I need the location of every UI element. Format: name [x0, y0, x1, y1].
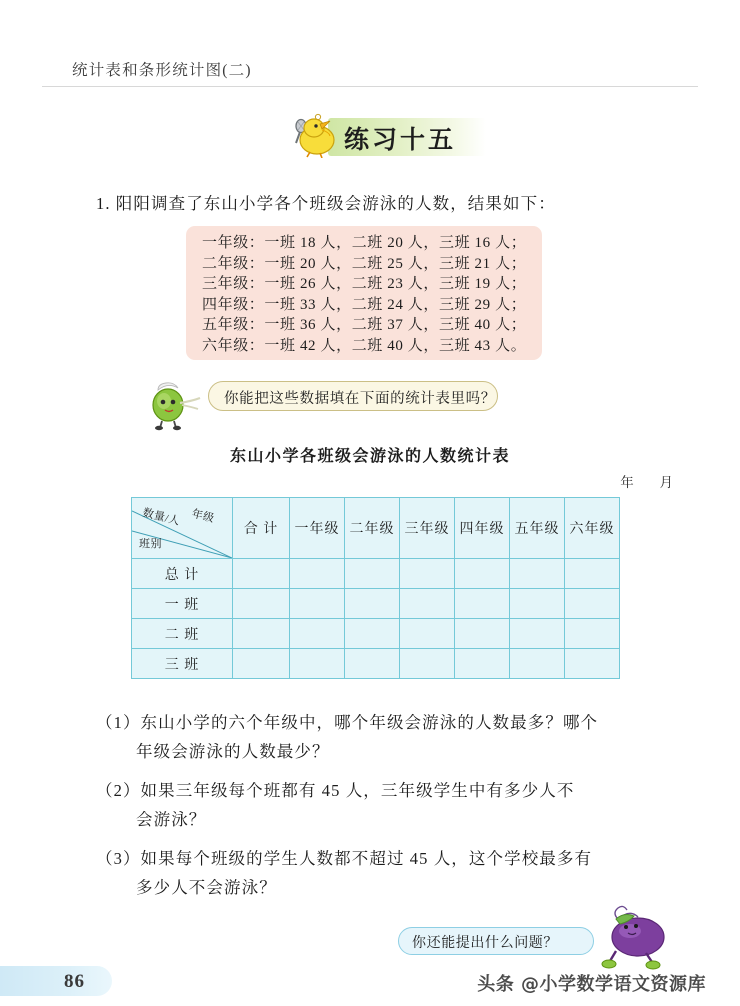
date-month-label: 月 [659, 475, 674, 490]
data-cell[interactable] [400, 589, 455, 619]
data-cell[interactable] [345, 619, 400, 649]
data-cell[interactable] [565, 619, 620, 649]
data-cell[interactable] [233, 559, 290, 589]
column-header-grade-5: 五年级 [510, 498, 565, 559]
data-line: 一年级：一班 18 人，二班 20 人，三班 16 人； [202, 235, 527, 251]
date-line [620, 471, 674, 491]
column-header-total: 合 计 [233, 498, 290, 559]
data-line: 五年级：一班 36 人，二班 37 人，三班 40 人； [202, 317, 527, 333]
data-cell[interactable] [290, 649, 345, 679]
data-cell[interactable] [345, 649, 400, 679]
data-box [186, 226, 542, 360]
running-head [0, 58, 740, 88]
data-cell[interactable] [565, 649, 620, 679]
column-header-grade-1: 一年级 [290, 498, 345, 559]
data-line: 四年级：一班 33 人，二班 24 人，三班 29 人； [202, 296, 527, 313]
table-corner-cell [132, 498, 233, 559]
column-header-grade-6: 六年级 [565, 498, 620, 559]
row-header-class-1: 一 班 [132, 589, 233, 619]
table-row [132, 589, 620, 619]
sub-question-3-line-1: （3）如果每个班级的学生人数都不超过 45 人，这个学校最多有 [96, 849, 593, 868]
table-header-row [132, 498, 620, 559]
data-cell[interactable] [290, 619, 345, 649]
data-cell[interactable] [345, 589, 400, 619]
data-line: 二年级：一班 20 人，二班 25 人，三班 21 人； [202, 255, 527, 272]
table-row [132, 649, 620, 679]
corner-grade-label: 年级 [190, 507, 216, 526]
sub-question-2 [96, 776, 575, 834]
column-header-grade-3: 三年级 [400, 498, 455, 559]
chick-with-racket-icon [276, 112, 354, 158]
sub-question-1 [96, 708, 598, 766]
data-cell[interactable] [290, 589, 345, 619]
running-head-title: 统计表和条形统计图(二) [72, 62, 252, 79]
table-row [132, 619, 620, 649]
question-1-stem: 1. 阳阳调查了东山小学各个班级会游泳的人数，结果如下： [96, 194, 556, 213]
row-header-class-3: 三 班 [132, 649, 233, 679]
page-number: 86 [64, 971, 85, 992]
data-cell[interactable] [345, 559, 400, 589]
data-cell[interactable] [455, 649, 510, 679]
watermark: 头条 @小学数学语文资源库 [477, 974, 706, 995]
sub-question-1-line-1: （1）东山小学的六个年级中，哪个年级会游泳的人数最多？哪个 [96, 713, 599, 732]
purple-eggplant-character-icon [594, 905, 680, 975]
data-cell[interactable] [290, 559, 345, 589]
practice-banner [276, 112, 486, 158]
data-cell[interactable] [233, 619, 290, 649]
sub-question-3 [96, 844, 592, 902]
pea-speech-text: 你能把这些数据填在下面的统计表里吗？ [224, 391, 496, 407]
green-pea-character-icon [146, 375, 210, 431]
sub-question-2-line-2: 会游泳？ [136, 810, 207, 829]
data-cell[interactable] [400, 559, 455, 589]
corner-class-label: 班别 [139, 538, 162, 550]
data-cell[interactable] [233, 589, 290, 619]
data-cell[interactable] [510, 619, 565, 649]
pea-hint-group [146, 375, 506, 431]
column-header-grade-4: 四年级 [455, 498, 510, 559]
data-cell[interactable] [455, 559, 510, 589]
header-divider [42, 86, 698, 87]
banner-title: 练习十五 [344, 127, 457, 154]
statistics-table-title: 东山小学各班级会游泳的人数统计表 [229, 448, 510, 465]
corner-quantity-label: 数量/人 [141, 506, 182, 528]
eggplant-hint-group [398, 905, 698, 975]
statistics-table [131, 497, 620, 679]
data-cell[interactable] [233, 649, 290, 679]
data-cell[interactable] [565, 559, 620, 589]
table-row [132, 559, 620, 589]
data-line: 六年级：一班 42 人，二班 40 人，三班 43 人。 [202, 337, 527, 354]
data-cell[interactable] [510, 649, 565, 679]
data-cell[interactable] [400, 649, 455, 679]
data-cell[interactable] [455, 589, 510, 619]
sub-question-2-line-1: （2）如果三年级每个班都有 45 人，三年级学生中有多少人不 [96, 781, 575, 800]
data-cell[interactable] [565, 589, 620, 619]
column-header-grade-2: 二年级 [345, 498, 400, 559]
row-header-class-2: 二 班 [132, 619, 233, 649]
page-number-pill [0, 966, 112, 996]
data-cell[interactable] [455, 619, 510, 649]
data-cell[interactable] [400, 619, 455, 649]
row-header-total: 总 计 [132, 559, 233, 589]
sub-question-3-line-2: 多少人不会游泳？ [136, 878, 277, 897]
eggplant-speech-text: 你还能提出什么问题？ [412, 936, 558, 951]
data-cell[interactable] [510, 589, 565, 619]
data-cell[interactable] [510, 559, 565, 589]
sub-question-1-line-2: 年级会游泳的人数最少？ [136, 742, 330, 761]
date-year-label: 年 [620, 475, 635, 490]
data-line: 三年级：一班 26 人，二班 23 人，三班 19 人； [202, 276, 527, 292]
